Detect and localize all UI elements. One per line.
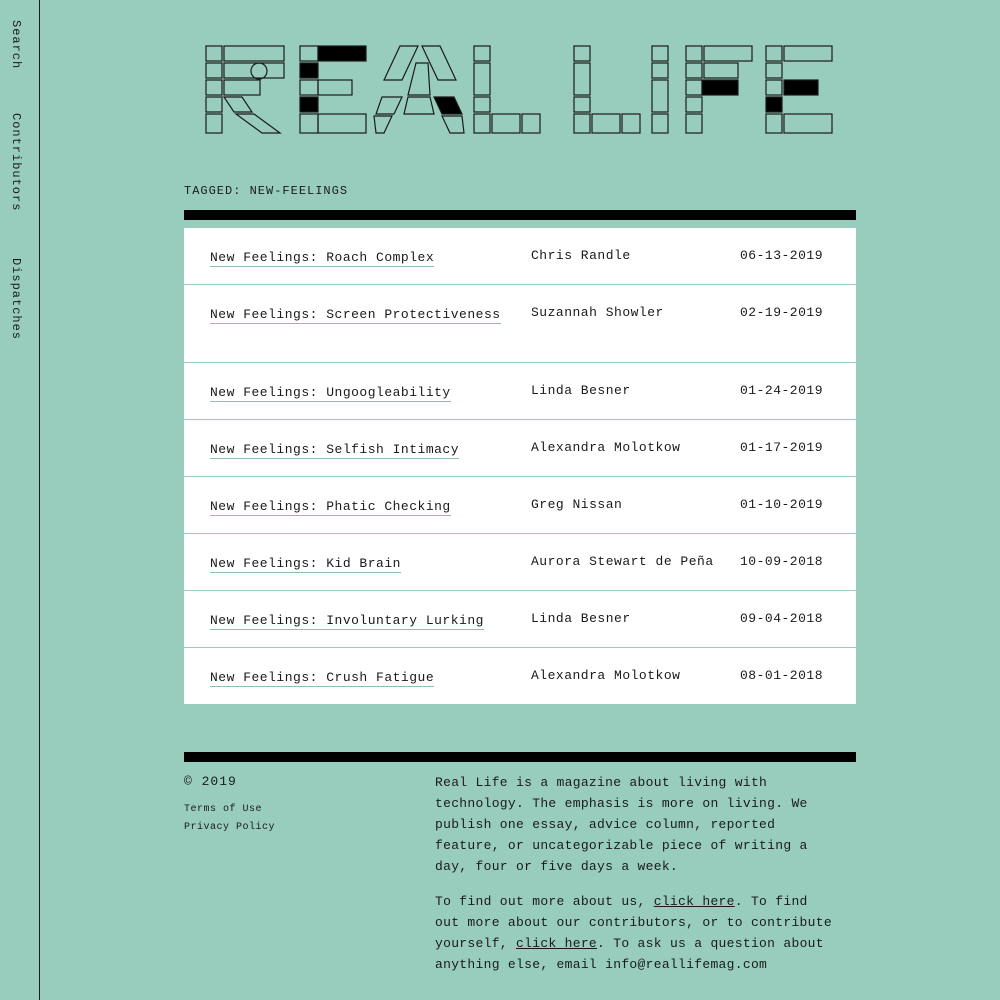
article-date: 08-01-2018 (740, 668, 824, 683)
nav-search-link[interactable]: Search (9, 20, 23, 70)
article-author: Chris Randle (531, 248, 631, 263)
article-list (184, 228, 856, 704)
article-date: 01-24-2019 (740, 383, 824, 398)
article-date: 06-13-2019 (740, 248, 824, 263)
article-row (184, 591, 856, 648)
article-author: Aurora Stewart de Peña (531, 554, 714, 569)
article-row (184, 534, 856, 591)
article-date: 02-19-2019 (740, 305, 824, 320)
article-title-link[interactable]: New Feelings: Ungoogleability (210, 385, 451, 400)
privacy-policy-link[interactable]: Privacy Policy (184, 822, 276, 833)
article-author: Greg Nissan (531, 497, 623, 512)
article-row (184, 648, 856, 704)
about-contact-paragraph: To find out more about us, click here. To find out more about our contributors, or to contribute yourself, click here. To ask us a question about anything else, email info@reallifemag.com (435, 894, 832, 972)
real-life-logo[interactable] (204, 44, 834, 136)
article-row (184, 477, 856, 534)
footer-divider (184, 752, 856, 762)
article-author: Linda Besner (531, 611, 631, 626)
article-date: 10-09-2018 (740, 554, 824, 569)
side-navigation (0, 0, 40, 1000)
about-paragraph: Real Life is a magazine about living with technology. The emphasis is more on living. We publish one essay, advice column, reported feature, or uncategorizable piece of writing a day, four or five days a week. (435, 775, 808, 874)
contribute-link[interactable]: click here (516, 936, 598, 951)
article-row (184, 420, 856, 477)
article-title-link[interactable]: New Feelings: Selfish Intimacy (210, 442, 460, 457)
article-row (184, 363, 856, 420)
article-title-link[interactable]: New Feelings: Involuntary Lurking (210, 613, 484, 628)
nav-dispatches-link[interactable]: Dispatches (9, 258, 23, 341)
terms-of-use-link[interactable]: Terms of Use (184, 804, 263, 815)
article-author: Linda Besner (531, 383, 631, 398)
about-us-link[interactable]: click here (653, 894, 735, 909)
article-title-link[interactable]: New Feelings: Screen Protectiveness (210, 307, 501, 322)
article-author: Alexandra Molotkow (531, 440, 681, 455)
article-title-link[interactable]: New Feelings: Crush Fatigue (210, 670, 435, 685)
article-author: Suzannah Showler (531, 305, 664, 320)
about-section (435, 772, 835, 989)
article-row (184, 228, 856, 285)
copyright: © 2019 (184, 774, 237, 789)
article-date: 09-04-2018 (740, 611, 824, 626)
article-date: 01-17-2019 (740, 440, 824, 455)
header-divider (184, 210, 856, 220)
article-title-link[interactable]: New Feelings: Kid Brain (210, 556, 401, 571)
article-author: Alexandra Molotkow (531, 668, 681, 683)
tag-heading: TAGGED: NEW-FEELINGS (184, 184, 349, 198)
article-title-link[interactable]: New Feelings: Phatic Checking (210, 499, 451, 514)
nav-contributors-link[interactable]: Contributors (9, 113, 23, 212)
article-date: 01-10-2019 (740, 497, 824, 512)
article-title-link[interactable]: New Feelings: Roach Complex (210, 250, 435, 265)
article-row (184, 285, 856, 363)
footer-legal (184, 774, 275, 835)
